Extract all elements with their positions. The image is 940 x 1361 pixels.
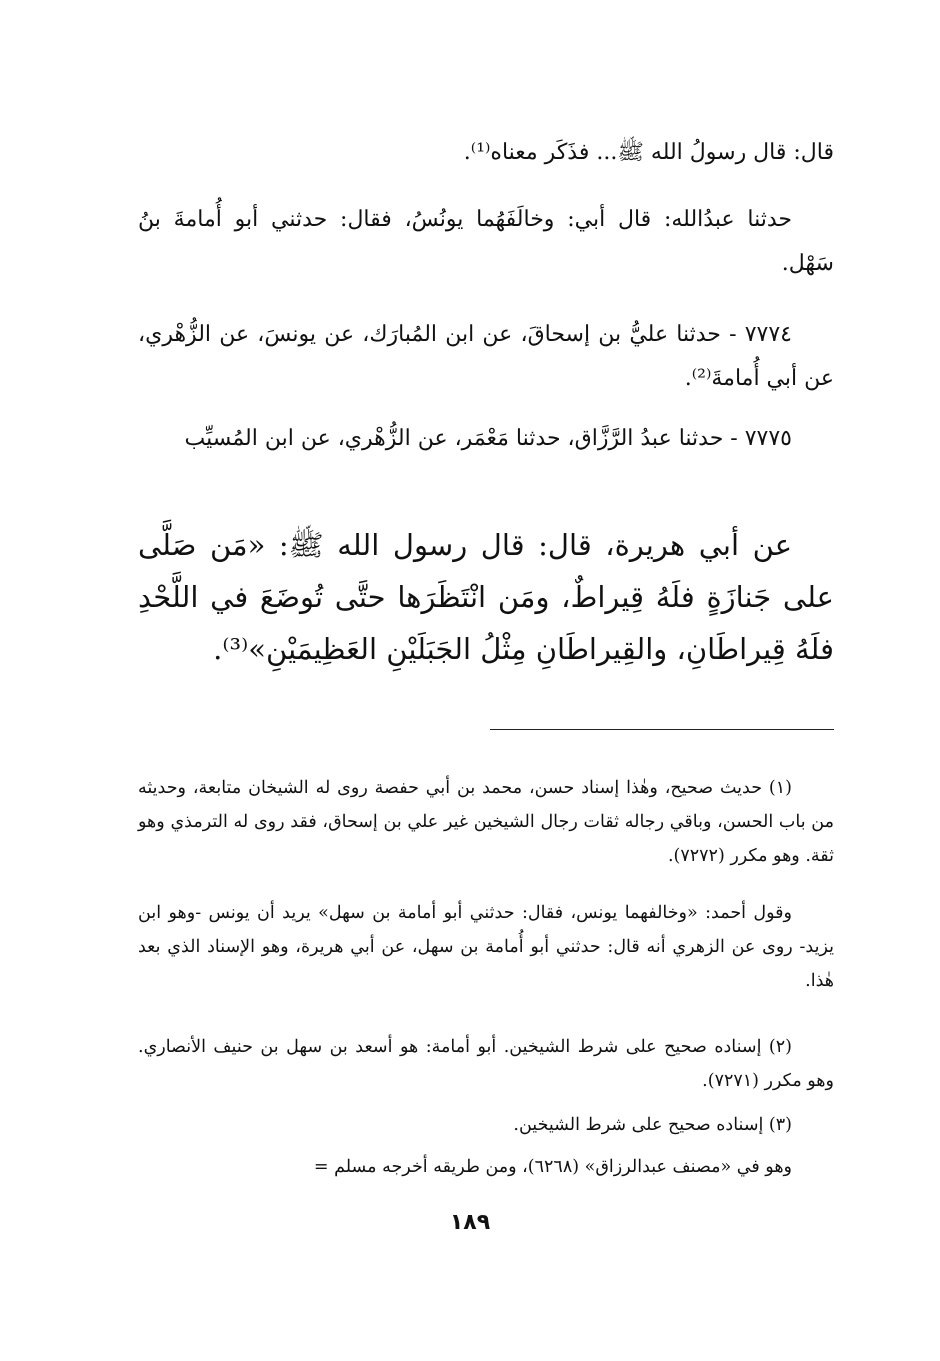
footnote-3: (٣) إسناده صحيح على شرط الشيخين.: [513, 1115, 792, 1135]
hadith-matn: عن أبي هريرة، قال: قال رسول الله ﷺ: «مَن صَلَّى على جَنازَةٍ فلَهُ قِيراطٌ، ومَن انْتَظَرَها حتَّى تُوضَعَ في اللَّحْدِ فلَهُ قِيراطَانِ، والقِيراطَانِ مِثْلُ الجَبَلَيْنِ العَظِيمَيْنِ»⁽³⁾.: [138, 528, 834, 666]
body-paragraph-1: حدثنا عبدُالله: قال أبي: وخالَفَهُما يونُسُ، فقال: حدثني أبو أُمامةَ بنُ سَهْل.: [138, 207, 834, 276]
footnote-2: (٢) إسناده صحيح على شرط الشيخين. أبو أمامة: هو أسعد بن سهل بن حنيف الأنصاري. وهو مكرر (٧٢٧١).: [138, 1037, 834, 1091]
hadith-7774-paragraph: ٧٧٧٤ - حدثنا عليُّ بن إسحاقَ، عن ابن المُبارَك، عن يونسَ، عن الزُّهْري، عن أبي أُمامةَ⁽²⁾.: [138, 322, 834, 391]
page-number: ١٨٩: [449, 1210, 491, 1235]
footnote-1-continued: وقول أحمد: «وخالفهما يونس، فقال: حدثني أبو أمامة بن سهل» يريد أن يونس -وهو ابن يزيد- روى عن الزهري أنه قال: حدثني أبو أُمامة بن سهل، عن أبي هريرة، وهو الإسناد الذي بعد هٰذا.: [138, 903, 834, 991]
footnote-separator: [490, 729, 834, 730]
body-line-1: قال: قال رسولُ الله ﷺ... فذَكَر معناه⁽¹⁾.: [463, 140, 834, 165]
hadith-7775-paragraph: ٧٧٧٥ - حدثنا عبدُ الرَّزَّاق، حدثنا مَعْمَر، عن الزُّهْري، عن ابن المُسيِّب: [184, 426, 792, 451]
footnote-3-continued: وهو في «مصنف عبدالرزاق» (٦٢٦٨)، ومن طريقه أخرجه مسلم =: [313, 1157, 792, 1177]
footnote-1: (١) حديث صحيح، وهٰذا إسناد حسن، محمد بن أبي حفصة روى له الشيخان متابعة، وحديثه من باب الحسن، وباقي رجاله ثقات رجال الشيخين غير علي بن إسحاق، فقد روى له الترمذي وهو ثقة. وهو مكرر (٧٢٧٢).: [138, 778, 834, 866]
